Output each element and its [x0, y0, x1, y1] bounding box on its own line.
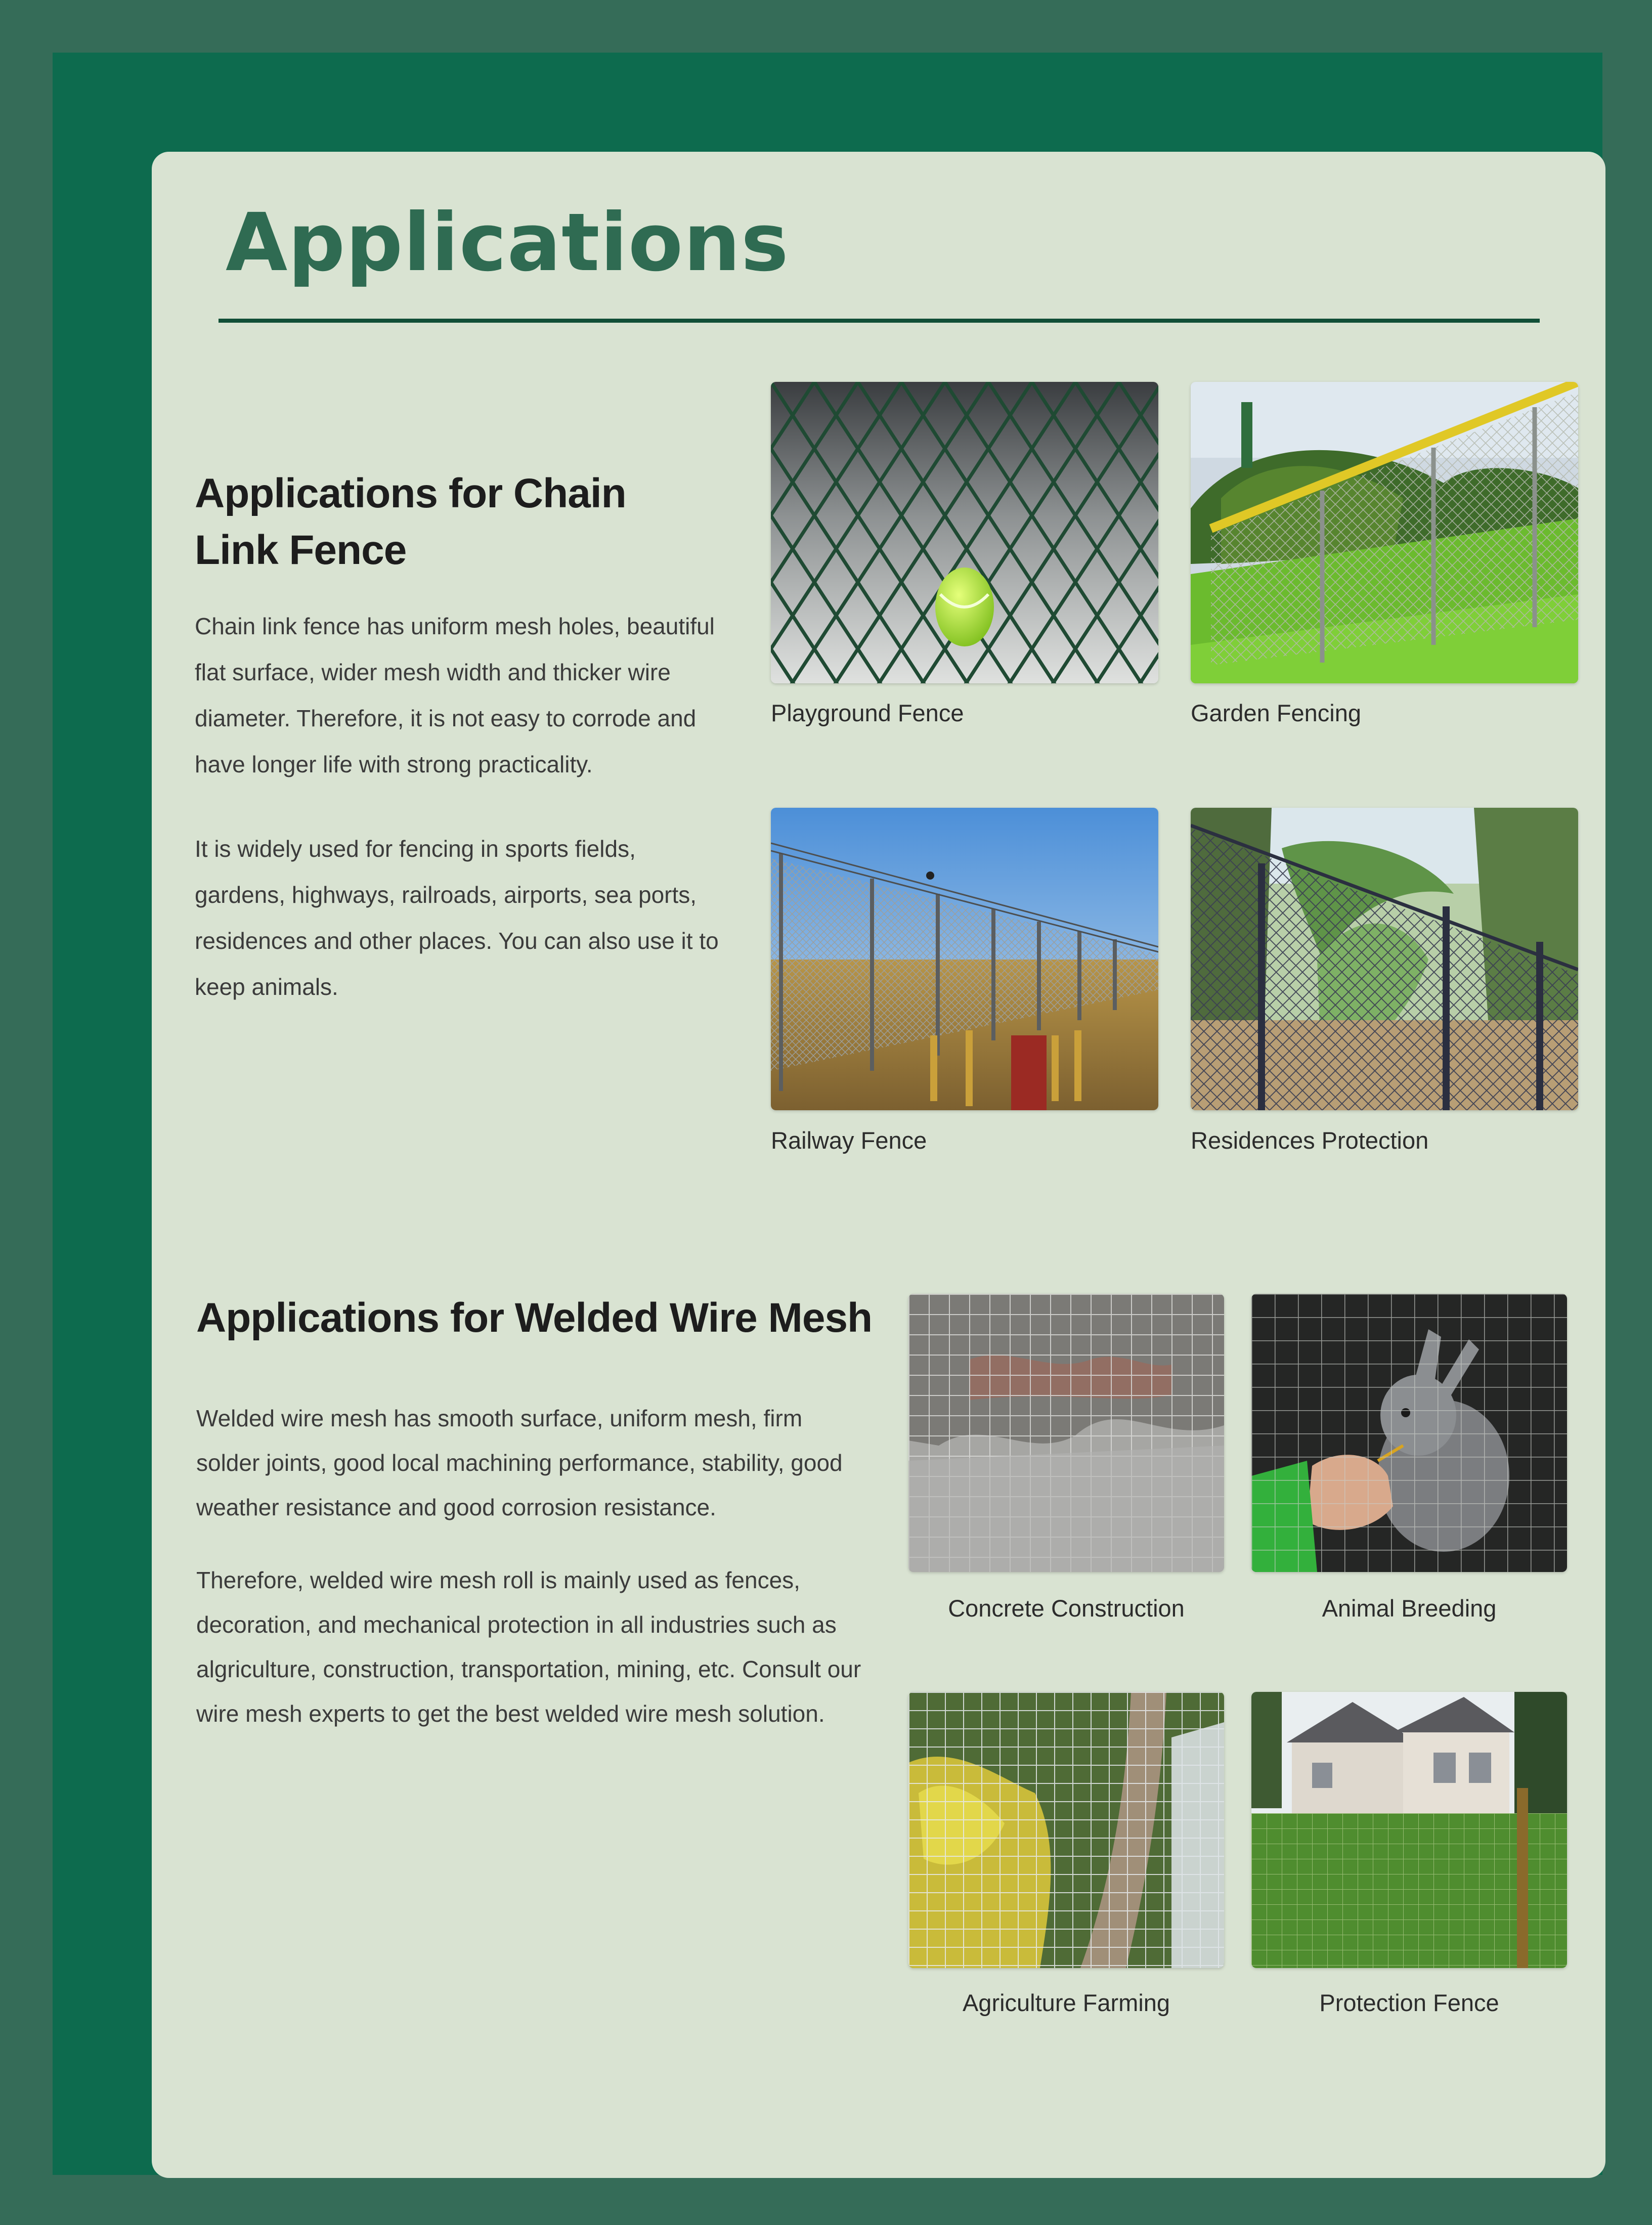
page-frame [53, 53, 1602, 2175]
agriculture-farming-photo [908, 1692, 1224, 1968]
railway-fence-photo [771, 808, 1158, 1110]
concrete-construction-caption: Concrete Construction [948, 1595, 1185, 1622]
chain-link-paragraph-1: Chain link fence has uniform mesh holes, beautiful flat surface, wider mesh width and thicker wire diameter. Therefore, it is not easy to corrode and have longer life with strong practicality. [195, 613, 715, 777]
residences-protection-caption: Residences Protection [1191, 1127, 1429, 1154]
welded-mesh-paragraph-2: Therefore, welded wire mesh roll is mainly used as fences, decoration, and mechanical protection in all industries such as algriculture, construction, transportation, mining, etc. Consult our wire mesh experts to get the best welded wire mesh solution. [196, 1567, 861, 1727]
animal-breeding-caption: Animal Breeding [1322, 1595, 1497, 1622]
railway-fence-caption: Railway Fence [771, 1127, 927, 1154]
playground-fence-caption: Playground Fence [771, 700, 964, 726]
page-title: Applications [226, 196, 789, 289]
chain-link-paragraph-2: It is widely used for fencing in sports fields, gardens, highways, railroads, airports, sea ports, residences and other places. You can also use it to keep animals. [195, 836, 719, 1000]
title-divider [219, 319, 1540, 323]
applications-card [152, 152, 1605, 2178]
chain-link-title: Applications for Chain Link Fence [195, 470, 626, 573]
welded-mesh-paragraph-1: Welded wire mesh has smooth surface, uniform mesh, firm solder joints, good local machining performance, stability, good weather resistance and good corrosion resistance. [196, 1405, 843, 1520]
protection-fence-photo [1251, 1692, 1567, 1968]
agriculture-farming-caption: Agriculture Farming [962, 1989, 1170, 2016]
protection-fence-caption: Protection Fence [1319, 1989, 1499, 2016]
garden-fencing-caption: Garden Fencing [1191, 700, 1362, 726]
residences-protection-photo [1191, 808, 1578, 1110]
concrete-construction-photo [908, 1294, 1224, 1572]
welded-mesh-title: Applications for Welded Wire Mesh [196, 1295, 873, 1341]
playground-fence-photo [771, 382, 1158, 683]
animal-breeding-photo [1251, 1294, 1567, 1572]
garden-fencing-photo [1191, 382, 1578, 683]
